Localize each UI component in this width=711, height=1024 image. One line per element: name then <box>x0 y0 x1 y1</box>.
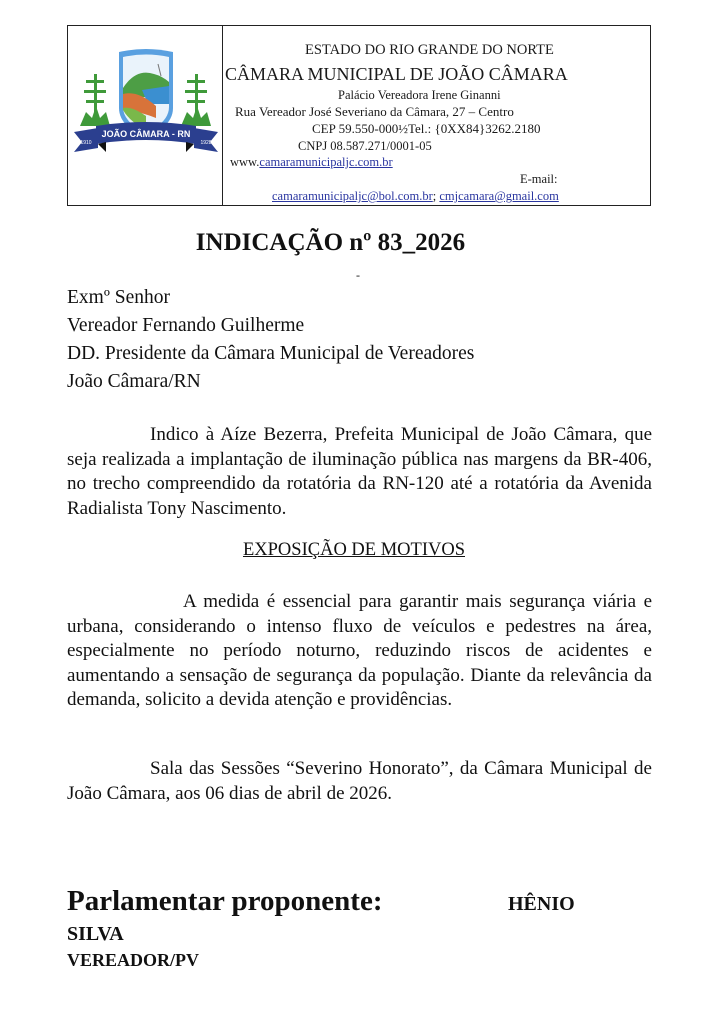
closing-paragraph <box>67 757 652 806</box>
addressee-block <box>67 284 474 396</box>
state-name: ESTADO DO RIO GRANDE DO NORTE <box>305 42 554 58</box>
addressee-line: João Câmara/RN <box>67 371 201 392</box>
logo-year-right: 1928 <box>200 140 212 146</box>
closing-text: Sala das Sessões “Severino Honorato”, da Câmara Municipal de João Câmara, aos 06 dias de abril de 2026. <box>67 758 652 804</box>
indication-text: Indico à Aíze Bezerra, Prefeita Municipal de João Câmara, que seja realizada a implantação de iluminação pública nas margens da BR-406, no trecho compreendido da rotatória da RN-120 até a rotatória da Avenida Radialista Tony Nascimento. <box>67 424 652 519</box>
logo-year-left: 1910 <box>80 140 92 146</box>
proponent-first-name: HÊNIO <box>508 893 575 915</box>
cep-phone: CEP 59.550-000½Tel.: {0XX84}3262.2180 <box>312 121 541 136</box>
ribbon-banner <box>74 122 218 152</box>
addressee-line: Exmº Senhor <box>67 287 170 308</box>
logo-cell <box>68 26 223 205</box>
addressee-line: DD. Presidente da Câmara Municipal de Vereadores <box>67 343 475 364</box>
website-link[interactable]: camaramunicipaljc.com.br <box>259 155 393 169</box>
motives-paragraph <box>67 590 652 713</box>
indication-paragraph <box>67 423 652 521</box>
title-dash: - <box>356 268 360 282</box>
proponent-label: Parlamentar proponente: <box>67 885 383 917</box>
email-link-2[interactable]: cmjcamara@gmail.com <box>439 189 559 203</box>
section-heading: EXPOSIÇÃO DE MOTIVOS <box>242 540 465 560</box>
website-line <box>230 155 393 170</box>
letterhead <box>67 25 651 206</box>
addressee-line: Vereador Fernando Guilherme <box>67 315 305 336</box>
email-line <box>272 189 559 204</box>
proponent-last-name: SILVA <box>67 923 124 945</box>
palace-name: Palácio Vereadora Irene Ginanni <box>338 88 501 102</box>
logo-ribbon-text: JOÃO CÂMARA - RN <box>101 129 191 139</box>
left-tree-icon <box>80 74 110 126</box>
right-tree-icon <box>181 74 211 126</box>
motives-text: A medida é essencial para garantir mais segurança viária e urbana, considerando o intenso fluxo de veículos e pedestres na área, especialmente no período noturno, reduzindo riscos de acidentes e aumentando a sensação de segurança da população. Diante da relevância da demanda, solicito a devida atenção e providências. <box>67 591 652 710</box>
document-title-row <box>0 229 711 257</box>
document-title: INDICAÇÃO nº 83_2026 <box>195 229 466 256</box>
cnpj: CNPJ 08.587.271/0001-05 <box>298 139 432 153</box>
www-prefix: www. <box>230 155 260 169</box>
email-separator: ; <box>432 189 437 203</box>
municipal-coat-of-arms-logo <box>72 46 220 161</box>
proponent-role: VEREADOR/PV <box>67 950 200 970</box>
section-heading-row <box>0 540 711 561</box>
institution-name: CÂMARA MUNICIPAL DE JOÃO CÂMARA <box>225 64 568 84</box>
letterhead-info <box>223 26 650 205</box>
street-address: Rua Vereador José Severiano da Câmara, 27 – Centro <box>235 104 514 119</box>
email-link-1[interactable]: camaramunicipaljc@bol.com.br <box>272 189 433 203</box>
email-label: E-mail: <box>520 172 558 186</box>
